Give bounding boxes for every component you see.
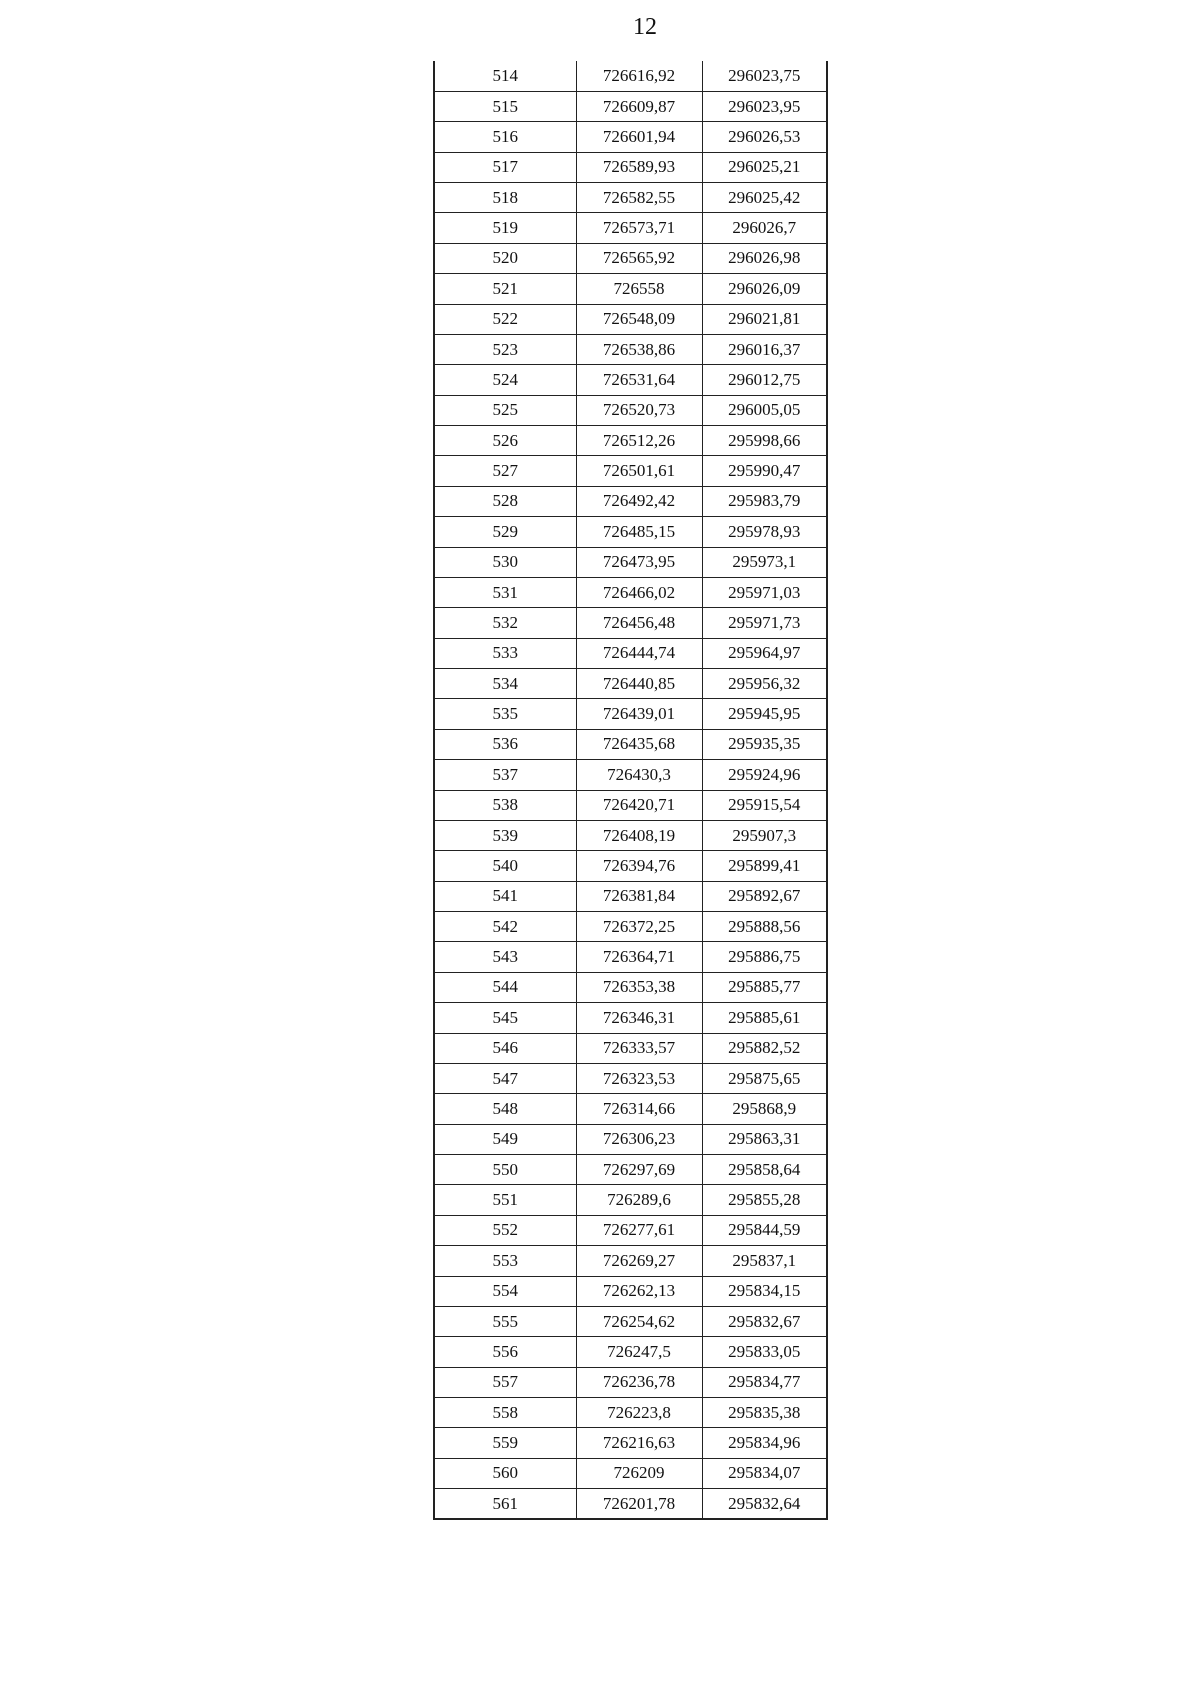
point-number-cell: 518 (434, 183, 576, 213)
y-coordinate-cell: 295956,32 (702, 669, 827, 699)
x-coordinate-cell: 726408,19 (576, 820, 702, 850)
y-coordinate-cell: 296005,05 (702, 395, 827, 425)
table-row (434, 1063, 827, 1093)
x-coordinate-cell: 726444,74 (576, 638, 702, 668)
x-coordinate-cell: 726333,57 (576, 1033, 702, 1063)
y-coordinate-cell: 295834,77 (702, 1367, 827, 1397)
point-number-cell: 537 (434, 760, 576, 790)
table-row (434, 577, 827, 607)
point-number-cell: 558 (434, 1398, 576, 1428)
y-coordinate-cell: 296021,81 (702, 304, 827, 334)
x-coordinate-cell: 726394,76 (576, 851, 702, 881)
point-number-cell: 523 (434, 334, 576, 364)
y-coordinate-cell: 295834,15 (702, 1276, 827, 1306)
x-coordinate-cell: 726269,27 (576, 1246, 702, 1276)
y-coordinate-cell: 295875,65 (702, 1063, 827, 1093)
y-coordinate-cell: 295886,75 (702, 942, 827, 972)
table-row (434, 334, 827, 364)
x-coordinate-cell: 726466,02 (576, 577, 702, 607)
point-number-cell: 541 (434, 881, 576, 911)
x-coordinate-cell: 726223,8 (576, 1398, 702, 1428)
point-number-cell: 545 (434, 1003, 576, 1033)
y-coordinate-cell: 296016,37 (702, 334, 827, 364)
y-coordinate-cell: 296012,75 (702, 365, 827, 395)
table-row (434, 1489, 827, 1519)
point-number-cell: 535 (434, 699, 576, 729)
table-row (434, 183, 827, 213)
point-number-cell: 529 (434, 517, 576, 547)
point-number-cell: 515 (434, 91, 576, 121)
point-number-cell: 543 (434, 942, 576, 972)
table-row (434, 760, 827, 790)
x-coordinate-cell: 726538,86 (576, 334, 702, 364)
x-coordinate-cell: 726236,78 (576, 1367, 702, 1397)
point-number-cell: 551 (434, 1185, 576, 1215)
point-number-cell: 554 (434, 1276, 576, 1306)
point-number-cell: 548 (434, 1094, 576, 1124)
table-row (434, 395, 827, 425)
point-number-cell: 553 (434, 1246, 576, 1276)
y-coordinate-cell: 295837,1 (702, 1246, 827, 1276)
point-number-cell: 549 (434, 1124, 576, 1154)
y-coordinate-cell: 295834,96 (702, 1428, 827, 1458)
x-coordinate-cell: 726247,5 (576, 1337, 702, 1367)
table-row (434, 820, 827, 850)
table-row (434, 638, 827, 668)
point-number-cell: 555 (434, 1306, 576, 1336)
table-row (434, 1367, 827, 1397)
table-row (434, 152, 827, 182)
point-number-cell: 527 (434, 456, 576, 486)
table-row (434, 122, 827, 152)
x-coordinate-cell: 726456,48 (576, 608, 702, 638)
y-coordinate-cell: 295924,96 (702, 760, 827, 790)
y-coordinate-cell: 295907,3 (702, 820, 827, 850)
table-row (434, 972, 827, 1002)
x-coordinate-cell: 726609,87 (576, 91, 702, 121)
y-coordinate-cell: 296026,09 (702, 274, 827, 304)
point-number-cell: 514 (434, 61, 576, 91)
point-number-cell: 550 (434, 1155, 576, 1185)
x-coordinate-cell: 726616,92 (576, 61, 702, 91)
x-coordinate-cell: 726209 (576, 1458, 702, 1488)
table-row (434, 1398, 827, 1428)
x-coordinate-cell: 726201,78 (576, 1489, 702, 1519)
table-row (434, 1185, 827, 1215)
table-row (434, 213, 827, 243)
point-number-cell: 534 (434, 669, 576, 699)
y-coordinate-cell: 296025,42 (702, 183, 827, 213)
point-number-cell: 516 (434, 122, 576, 152)
y-coordinate-cell: 295888,56 (702, 912, 827, 942)
x-coordinate-cell: 726381,84 (576, 881, 702, 911)
point-number-cell: 521 (434, 274, 576, 304)
coordinates-table-body (434, 61, 827, 1519)
x-coordinate-cell: 726558 (576, 274, 702, 304)
x-coordinate-cell: 726439,01 (576, 699, 702, 729)
y-coordinate-cell: 295935,35 (702, 729, 827, 759)
x-coordinate-cell: 726601,94 (576, 122, 702, 152)
table-row (434, 1094, 827, 1124)
table-row (434, 1003, 827, 1033)
table-row (434, 1033, 827, 1063)
x-coordinate-cell: 726548,09 (576, 304, 702, 334)
y-coordinate-cell: 295858,64 (702, 1155, 827, 1185)
point-number-cell: 533 (434, 638, 576, 668)
table-row (434, 91, 827, 121)
y-coordinate-cell: 295915,54 (702, 790, 827, 820)
x-coordinate-cell: 726346,31 (576, 1003, 702, 1033)
point-number-cell: 528 (434, 486, 576, 516)
x-coordinate-cell: 726520,73 (576, 395, 702, 425)
table-row (434, 1276, 827, 1306)
point-number-cell: 519 (434, 213, 576, 243)
y-coordinate-cell: 295855,28 (702, 1185, 827, 1215)
y-coordinate-cell: 295983,79 (702, 486, 827, 516)
y-coordinate-cell: 295833,05 (702, 1337, 827, 1367)
x-coordinate-cell: 726364,71 (576, 942, 702, 972)
x-coordinate-cell: 726277,61 (576, 1215, 702, 1245)
table-row (434, 517, 827, 547)
table-row (434, 547, 827, 577)
x-coordinate-cell: 726430,3 (576, 760, 702, 790)
point-number-cell: 538 (434, 790, 576, 820)
x-coordinate-cell: 726323,53 (576, 1063, 702, 1093)
table-row (434, 365, 827, 395)
x-coordinate-cell: 726501,61 (576, 456, 702, 486)
y-coordinate-cell: 295978,93 (702, 517, 827, 547)
x-coordinate-cell: 726262,13 (576, 1276, 702, 1306)
table-row (434, 881, 827, 911)
table-row (434, 1124, 827, 1154)
point-number-cell: 532 (434, 608, 576, 638)
table-row (434, 1306, 827, 1336)
y-coordinate-cell: 296023,75 (702, 61, 827, 91)
x-coordinate-cell: 726353,38 (576, 972, 702, 1002)
table-row (434, 729, 827, 759)
point-number-cell: 542 (434, 912, 576, 942)
y-coordinate-cell: 296023,95 (702, 91, 827, 121)
table-row (434, 699, 827, 729)
y-coordinate-cell: 295971,73 (702, 608, 827, 638)
table-row (434, 486, 827, 516)
page-number: 12 (633, 14, 657, 40)
table-row (434, 243, 827, 273)
x-coordinate-cell: 726254,62 (576, 1306, 702, 1336)
x-coordinate-cell: 726289,6 (576, 1185, 702, 1215)
x-coordinate-cell: 726440,85 (576, 669, 702, 699)
x-coordinate-cell: 726582,55 (576, 183, 702, 213)
x-coordinate-cell: 726297,69 (576, 1155, 702, 1185)
x-coordinate-cell: 726512,26 (576, 426, 702, 456)
y-coordinate-cell: 295832,64 (702, 1489, 827, 1519)
table-row (434, 851, 827, 881)
y-coordinate-cell: 295885,77 (702, 972, 827, 1002)
y-coordinate-cell: 295885,61 (702, 1003, 827, 1033)
coordinates-table (433, 61, 828, 1520)
x-coordinate-cell: 726531,64 (576, 365, 702, 395)
table-row (434, 426, 827, 456)
table-row (434, 274, 827, 304)
point-number-cell: 517 (434, 152, 576, 182)
y-coordinate-cell: 295868,9 (702, 1094, 827, 1124)
point-number-cell: 557 (434, 1367, 576, 1397)
point-number-cell: 520 (434, 243, 576, 273)
x-coordinate-cell: 726485,15 (576, 517, 702, 547)
point-number-cell: 536 (434, 729, 576, 759)
point-number-cell: 556 (434, 1337, 576, 1367)
y-coordinate-cell: 295945,95 (702, 699, 827, 729)
point-number-cell: 561 (434, 1489, 576, 1519)
x-coordinate-cell: 726314,66 (576, 1094, 702, 1124)
table-row (434, 1246, 827, 1276)
point-number-cell: 531 (434, 577, 576, 607)
table-row (434, 912, 827, 942)
y-coordinate-cell: 295892,67 (702, 881, 827, 911)
y-coordinate-cell: 295990,47 (702, 456, 827, 486)
table-row (434, 1428, 827, 1458)
x-coordinate-cell: 726492,42 (576, 486, 702, 516)
x-coordinate-cell: 726473,95 (576, 547, 702, 577)
table-row (434, 456, 827, 486)
x-coordinate-cell: 726306,23 (576, 1124, 702, 1154)
x-coordinate-cell: 726420,71 (576, 790, 702, 820)
table-row (434, 942, 827, 972)
point-number-cell: 526 (434, 426, 576, 456)
y-coordinate-cell: 296026,7 (702, 213, 827, 243)
table-row (434, 1458, 827, 1488)
x-coordinate-cell: 726589,93 (576, 152, 702, 182)
x-coordinate-cell: 726216,63 (576, 1428, 702, 1458)
x-coordinate-cell: 726565,92 (576, 243, 702, 273)
table-row (434, 790, 827, 820)
point-number-cell: 552 (434, 1215, 576, 1245)
table-row (434, 304, 827, 334)
y-coordinate-cell: 295863,31 (702, 1124, 827, 1154)
y-coordinate-cell: 295964,97 (702, 638, 827, 668)
point-number-cell: 522 (434, 304, 576, 334)
y-coordinate-cell: 295971,03 (702, 577, 827, 607)
y-coordinate-cell: 295998,66 (702, 426, 827, 456)
y-coordinate-cell: 296026,53 (702, 122, 827, 152)
point-number-cell: 559 (434, 1428, 576, 1458)
y-coordinate-cell: 295973,1 (702, 547, 827, 577)
table-row (434, 1155, 827, 1185)
point-number-cell: 560 (434, 1458, 576, 1488)
x-coordinate-cell: 726372,25 (576, 912, 702, 942)
table-row (434, 1337, 827, 1367)
table-row (434, 1215, 827, 1245)
point-number-cell: 525 (434, 395, 576, 425)
table-row (434, 61, 827, 91)
y-coordinate-cell: 295834,07 (702, 1458, 827, 1488)
point-number-cell: 530 (434, 547, 576, 577)
x-coordinate-cell: 726573,71 (576, 213, 702, 243)
point-number-cell: 540 (434, 851, 576, 881)
y-coordinate-cell: 295899,41 (702, 851, 827, 881)
point-number-cell: 524 (434, 365, 576, 395)
y-coordinate-cell: 296026,98 (702, 243, 827, 273)
y-coordinate-cell: 295882,52 (702, 1033, 827, 1063)
y-coordinate-cell: 295844,59 (702, 1215, 827, 1245)
x-coordinate-cell: 726435,68 (576, 729, 702, 759)
table-row (434, 669, 827, 699)
point-number-cell: 546 (434, 1033, 576, 1063)
point-number-cell: 539 (434, 820, 576, 850)
point-number-cell: 544 (434, 972, 576, 1002)
table-row (434, 608, 827, 638)
y-coordinate-cell: 295835,38 (702, 1398, 827, 1428)
y-coordinate-cell: 296025,21 (702, 152, 827, 182)
y-coordinate-cell: 295832,67 (702, 1306, 827, 1336)
point-number-cell: 547 (434, 1063, 576, 1093)
